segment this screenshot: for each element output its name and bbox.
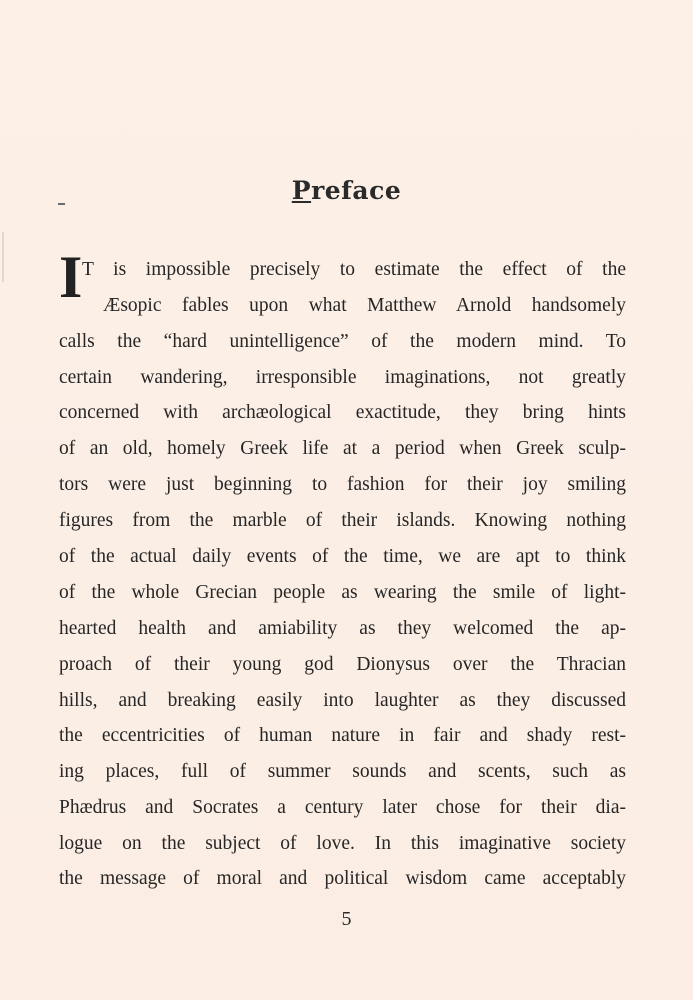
text-line: of an old, homely Greek life at a period when Greek sculp-: [59, 438, 626, 459]
page-edge-mark: [2, 232, 4, 282]
text-line: hills, and breaking easily into laughter as they discussed: [59, 690, 626, 711]
text-line: T is impossible precisely to estimate the effect of the: [82, 259, 626, 280]
text-line: figures from the marble of their islands. Knowing nothing: [59, 510, 626, 531]
text-line: tors were just beginning to fashion for their joy smiling: [59, 474, 626, 495]
text-line: of the actual daily events of the time, we are apt to think: [59, 546, 626, 567]
text-line: of the whole Grecian people as wearing the smile of light-: [59, 582, 626, 603]
text-line: proach of their young god Dionysus over the Thracian: [59, 654, 626, 675]
text-line: ing places, full of summer sounds and scents, such as: [59, 761, 626, 782]
text-line: the message of moral and political wisdom came acceptably: [59, 868, 626, 889]
text-line: logue on the subject of love. In this imaginative society: [59, 833, 626, 854]
text-line: Phædrus and Socrates a century later chose for their dia-: [59, 797, 626, 818]
text-line: calls the “hard unintelligence” of the modern mind. To: [59, 331, 626, 352]
title-initial: P: [291, 176, 312, 205]
page-title: [0, 176, 693, 205]
page-number: 5: [341, 908, 352, 930]
text-line: concerned with archæological exactitude, they bring hints: [59, 402, 626, 423]
text-line: hearted health and amiability as they welcomed the ap-: [59, 618, 626, 639]
drop-cap: I: [59, 244, 83, 310]
text-line: Æsopic fables upon what Matthew Arnold handsomely: [103, 295, 626, 316]
title-rest: reface: [311, 176, 402, 205]
text-line: the eccentricities of human nature in fair and shady rest-: [59, 725, 626, 746]
text-line: certain wandering, irresponsible imaginations, not greatly: [59, 367, 626, 388]
